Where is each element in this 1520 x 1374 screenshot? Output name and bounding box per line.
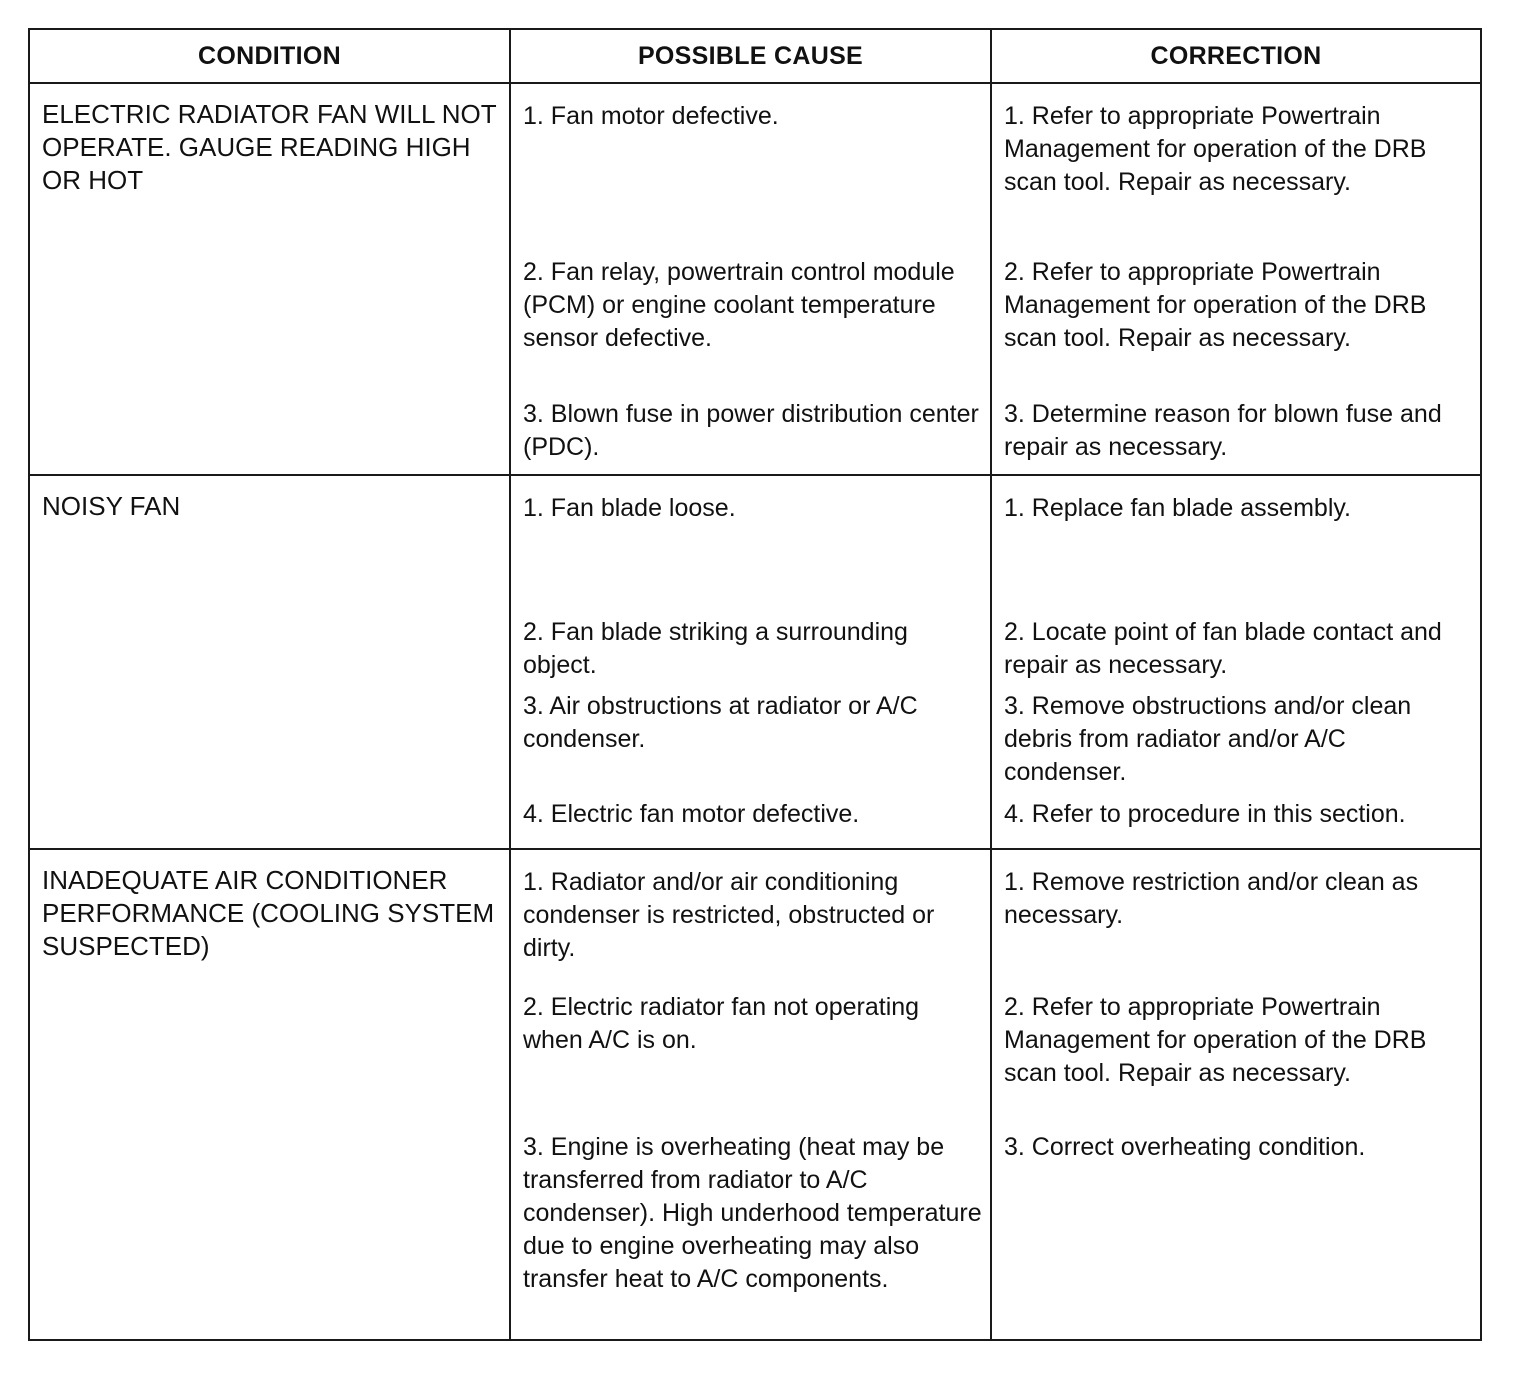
correction-item: 2. Refer to appropriate Powertrain Management for operation of the DRB scan tool. Repair as necessary. [1004,258,1427,352]
diagnosis-table [28,28,1482,1341]
correction-item: 2. Locate point of fan blade contact and repair as necessary. [1004,618,1442,679]
table-row [29,849,1481,1340]
correction-item: 1. Remove restriction and/or clean as necessary. [1004,868,1419,929]
cause-item: 3. Air obstructions at radiator or A/C condenser. [523,692,918,753]
condition-cell: ELECTRIC RADIATOR FAN WILL NOT OPERATE. GAUGE READING HIGH OR HOT [29,83,510,475]
cause-item: 1. Radiator and/or air conditioning condenser is restricted, obstructed or dirty. [523,868,935,962]
cause-item: 2. Electric radiator fan not operating when A/C is on. [523,993,920,1054]
correction-item: 1. Refer to appropriate Powertrain Management for operation of the DRB scan tool. Repair as necessary. [1004,102,1427,196]
causes-cell [510,475,991,849]
correction-item: 3. Remove obstructions and/or clean debris from radiator and/or A/C condenser. [1004,692,1412,786]
cause-item: 2. Fan relay, powertrain control module (PCM) or engine coolant temperature sensor defective. [523,258,955,352]
condition-cell: INADEQUATE AIR CONDITIONER PERFORMANCE (COOLING SYSTEM SUSPECTED) [29,849,510,1340]
table-row [29,83,1481,475]
header-row [29,29,1481,83]
correction-item: 1. Replace fan blade assembly. [1004,494,1351,522]
correction-item: 4. Refer to procedure in this section. [1004,800,1406,828]
correction-item: 3. Correct overheating condition. [1004,1133,1366,1161]
table-row [29,475,1481,849]
cause-item: 3. Blown fuse in power distribution center (PDC). [523,400,979,461]
cause-item: 4. Electric fan motor defective. [523,800,860,828]
cause-item: 1. Fan blade loose. [523,494,736,522]
header-correction: CORRECTION [991,29,1481,83]
cause-item: 1. Fan motor defective. [523,102,779,130]
header-possible-cause: POSSIBLE CAUSE [510,29,991,83]
causes-cell [510,849,991,1340]
correction-item: 3. Determine reason for blown fuse and repair as necessary. [1004,400,1442,461]
correction-item: 2. Refer to appropriate Powertrain Management for operation of the DRB scan tool. Repair as necessary. [1004,993,1427,1087]
corrections-cell [991,849,1481,1340]
corrections-cell [991,475,1481,849]
condition-cell: NOISY FAN [29,475,510,849]
corrections-cell [991,83,1481,475]
header-condition: CONDITION [29,29,510,83]
diagnosis-table-container [28,28,1480,1341]
cause-item: 3. Engine is overheating (heat may be transferred from radiator to A/C condenser). High underhood temperature due to engine overheating may also transfer heat to A/C components. [523,1133,982,1293]
cause-item: 2. Fan blade striking a surrounding object. [523,618,908,679]
causes-cell [510,83,991,475]
